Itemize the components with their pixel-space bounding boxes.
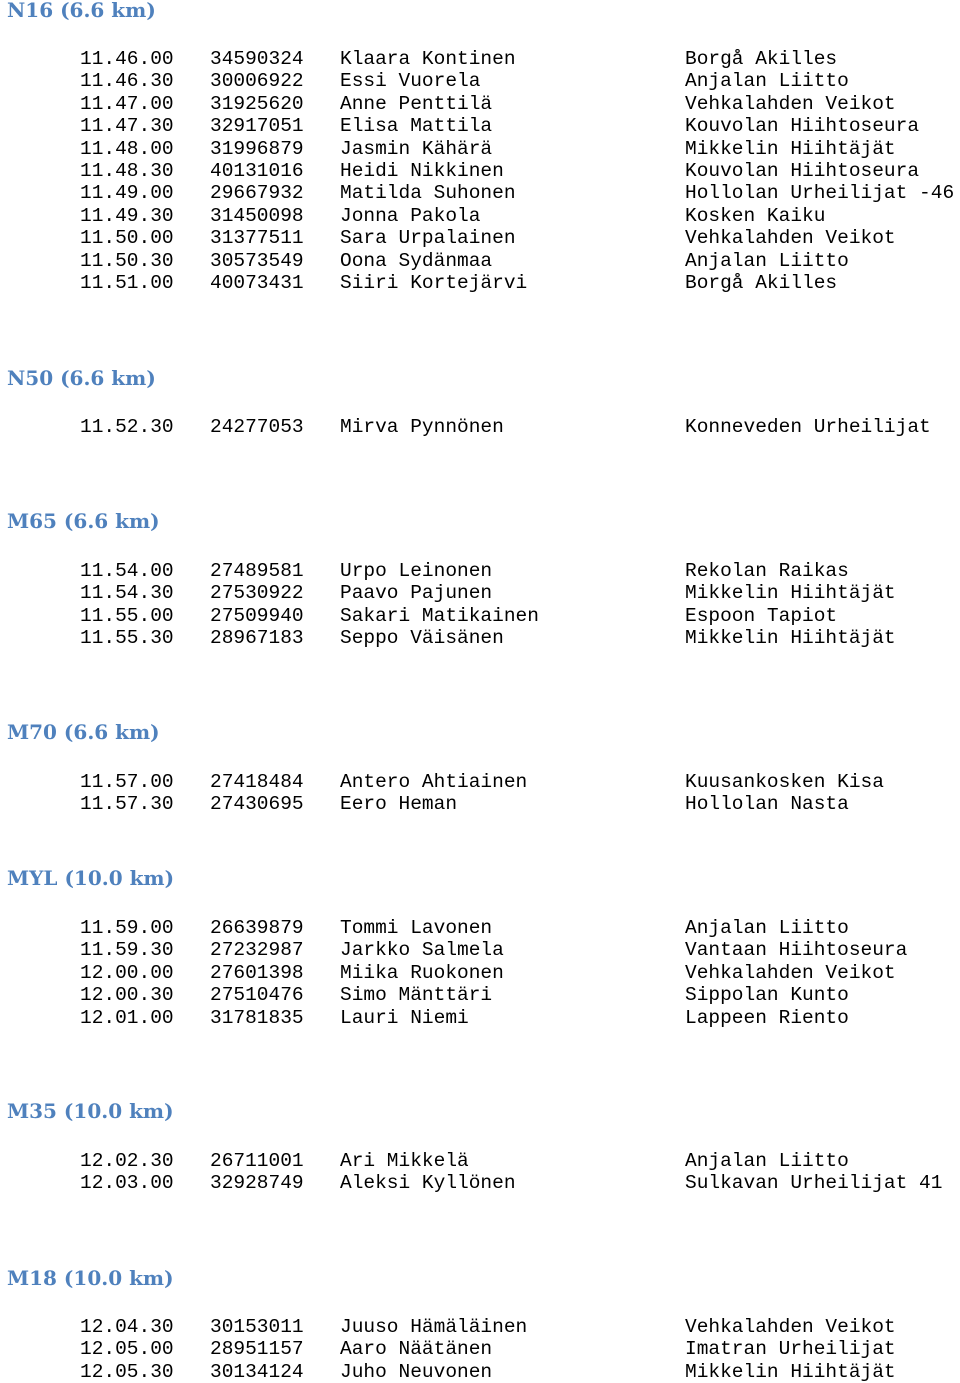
athlete-name: Ari Mikkelä xyxy=(340,1150,469,1172)
start-time: 11.46.00 xyxy=(80,48,174,70)
license-id: 30573549 xyxy=(210,249,304,272)
club-name: Vehkalahden Veikot xyxy=(685,1316,896,1338)
athlete-name: Tommi Lavonen xyxy=(340,917,493,939)
club-name: Kuusankosken Kisa xyxy=(685,771,884,793)
athlete-name: Siiri Kortejärvi xyxy=(340,271,528,294)
start-time: 11.55.00 xyxy=(80,604,174,627)
license-id: 26639879 xyxy=(210,917,304,939)
start-time: 11.48.00 xyxy=(80,137,174,160)
start-time: 12.05.30 xyxy=(80,1360,174,1383)
start-time: 11.50.00 xyxy=(80,227,174,250)
license-id: 27601398 xyxy=(210,961,304,984)
section-title: M18 (10.0 km) xyxy=(7,1266,174,1290)
athlete-name: Paavo Pajunen xyxy=(340,582,493,605)
start-time: 11.50.30 xyxy=(80,249,174,272)
start-time: 11.48.30 xyxy=(80,159,174,182)
club-name: Espoon Tapiot xyxy=(685,604,838,627)
start-time: 11.47.30 xyxy=(80,115,174,138)
license-id: 26711001 xyxy=(210,1150,304,1172)
club-name: Kouvolan Hiihtoseura xyxy=(685,115,920,138)
license-id: 27232987 xyxy=(210,939,304,962)
license-id: 30134124 xyxy=(210,1360,304,1383)
athlete-name: Matilda Suhonen xyxy=(340,182,516,205)
athlete-name: Anne Penttilä xyxy=(340,92,493,115)
club-name: Mikkelin Hiihtäjät xyxy=(685,627,896,650)
club-name: Kosken Kaiku xyxy=(685,204,826,227)
start-time: 11.46.30 xyxy=(80,70,174,93)
license-id: 29667932 xyxy=(210,182,304,205)
club-name: Borgå Akilles xyxy=(685,271,838,294)
club-name: Vehkalahden Veikot xyxy=(685,227,896,250)
athlete-name: Jonna Pakola xyxy=(340,204,481,227)
start-time: 11.49.30 xyxy=(80,204,174,227)
license-id: 27530922 xyxy=(210,582,304,605)
athlete-name: Oona Sydänmaa xyxy=(340,249,493,272)
athlete-name: Essi Vuorela xyxy=(340,70,481,93)
athlete-name: Aaro Näätänen xyxy=(340,1338,493,1361)
athlete-name: Antero Ahtiainen xyxy=(340,771,528,793)
license-id: 28951157 xyxy=(210,1338,304,1361)
start-time: 11.59.00 xyxy=(80,917,174,939)
athlete-name: Klaara Kontinen xyxy=(340,48,516,70)
athlete-name: Elisa Mattila xyxy=(340,115,493,138)
club-name: Rekolan Raikas xyxy=(685,560,849,582)
start-time: 11.49.00 xyxy=(80,182,174,205)
license-id: 27510476 xyxy=(210,984,304,1007)
club-name: Anjalan Liitto xyxy=(685,70,849,93)
club-name: Vantaan Hiihtoseura xyxy=(685,939,908,962)
club-name: Konneveden Urheilijat xyxy=(685,416,931,438)
start-time: 11.59.30 xyxy=(80,939,174,962)
start-time: 12.00.30 xyxy=(80,984,174,1007)
athlete-name: Mirva Pynnönen xyxy=(340,416,504,438)
start-time: 12.03.00 xyxy=(80,1172,174,1195)
section-title: N16 (6.6 km) xyxy=(7,0,156,22)
club-name: Anjalan Liitto xyxy=(685,249,849,272)
license-id: 34590324 xyxy=(210,48,304,70)
license-id: 32917051 xyxy=(210,115,304,138)
athlete-name: Aleksi Kyllönen xyxy=(340,1172,516,1195)
license-id: 40131016 xyxy=(210,159,304,182)
start-time: 11.47.00 xyxy=(80,92,174,115)
club-name: Hollolan Urheilijat -46 xyxy=(685,182,955,205)
license-id: 30153011 xyxy=(210,1316,304,1338)
start-time: 12.05.00 xyxy=(80,1338,174,1361)
license-id: 31996879 xyxy=(210,137,304,160)
start-time: 11.51.00 xyxy=(80,271,174,294)
license-id: 27489581 xyxy=(210,560,304,582)
section-title: M35 (10.0 km) xyxy=(7,1099,174,1123)
start-time: 11.54.00 xyxy=(80,560,174,582)
club-name: Sippolan Kunto xyxy=(685,984,849,1007)
license-id: 31925620 xyxy=(210,92,304,115)
start-time: 11.57.30 xyxy=(80,793,174,816)
section-title: N50 (6.6 km) xyxy=(7,366,156,390)
athlete-name: Jasmin Kähärä xyxy=(340,137,493,160)
athlete-name: Seppo Väisänen xyxy=(340,627,504,650)
license-id: 28967183 xyxy=(210,627,304,650)
start-time: 12.00.00 xyxy=(80,961,174,984)
club-name: Mikkelin Hiihtäjät xyxy=(685,137,896,160)
start-time: 12.04.30 xyxy=(80,1316,174,1338)
club-name: Anjalan Liitto xyxy=(685,1150,849,1172)
athlete-name: Lauri Niemi xyxy=(340,1006,469,1029)
athlete-name: Simo Mänttäri xyxy=(340,984,493,1007)
start-time: 11.54.30 xyxy=(80,582,174,605)
club-name: Borgå Akilles xyxy=(685,48,838,70)
license-id: 27430695 xyxy=(210,793,304,816)
license-id: 27509940 xyxy=(210,604,304,627)
club-name: Lappeen Riento xyxy=(685,1006,849,1029)
club-name: Sulkavan Urheilijat 41 xyxy=(685,1172,943,1195)
athlete-name: Jarkko Salmela xyxy=(340,939,504,962)
license-id: 31781835 xyxy=(210,1006,304,1029)
license-id: 31377511 xyxy=(210,227,304,250)
license-id: 32928749 xyxy=(210,1172,304,1195)
athlete-name: Heidi Nikkinen xyxy=(340,159,504,182)
club-name: Kouvolan Hiihtoseura xyxy=(685,159,920,182)
athlete-name: Sara Urpalainen xyxy=(340,227,516,250)
section-title: M65 (6.6 km) xyxy=(7,509,160,533)
start-time: 12.02.30 xyxy=(80,1150,174,1172)
license-id: 31450098 xyxy=(210,204,304,227)
club-name: Vehkalahden Veikot xyxy=(685,92,896,115)
license-id: 24277053 xyxy=(210,416,304,438)
club-name: Imatran Urheilijat xyxy=(685,1338,896,1361)
start-time: 12.01.00 xyxy=(80,1006,174,1029)
athlete-name: Juuso Hämäläinen xyxy=(340,1316,528,1338)
club-name: Mikkelin Hiihtäjät xyxy=(685,582,896,605)
start-time: 11.55.30 xyxy=(80,627,174,650)
athlete-name: Urpo Leinonen xyxy=(340,560,493,582)
section-title: MYL (10.0 km) xyxy=(7,866,175,890)
club-name: Anjalan Liitto xyxy=(685,917,849,939)
start-time: 11.52.30 xyxy=(80,416,174,438)
club-name: Hollolan Nasta xyxy=(685,793,849,816)
license-id: 30006922 xyxy=(210,70,304,93)
license-id: 27418484 xyxy=(210,771,304,793)
club-name: Mikkelin Hiihtäjät xyxy=(685,1360,896,1383)
athlete-name: Miika Ruokonen xyxy=(340,961,504,984)
license-id: 40073431 xyxy=(210,271,304,294)
athlete-name: Juho Neuvonen xyxy=(340,1360,493,1383)
club-name: Vehkalahden Veikot xyxy=(685,961,896,984)
athlete-name: Eero Heman xyxy=(340,793,458,816)
section-title: M70 (6.6 km) xyxy=(7,720,160,744)
start-time: 11.57.00 xyxy=(80,771,174,793)
athlete-name: Sakari Matikainen xyxy=(340,604,539,627)
